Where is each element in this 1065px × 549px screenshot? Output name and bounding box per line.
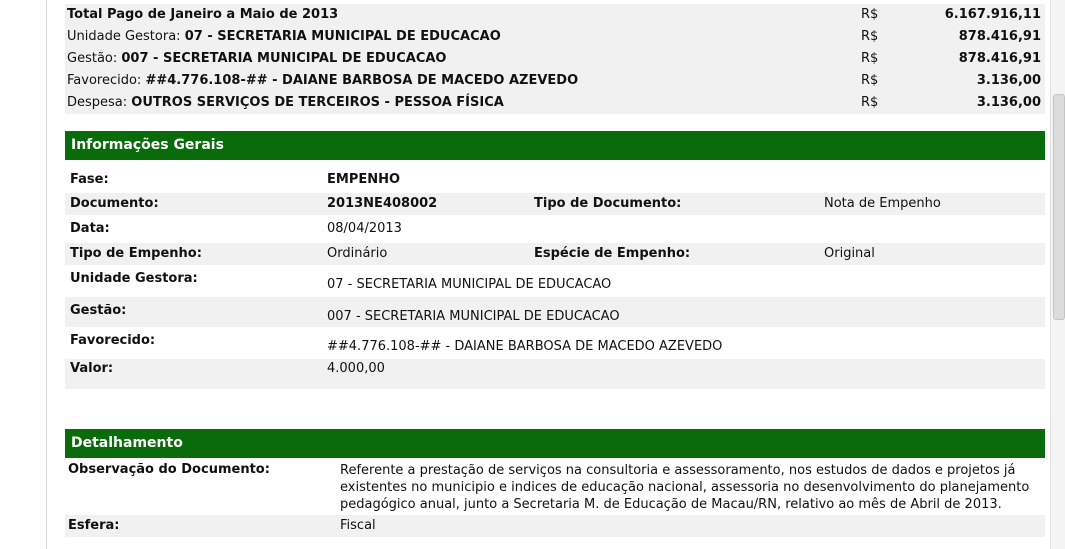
currency-symbol: R$: [861, 73, 879, 88]
data-value: 08/04/2013: [327, 221, 402, 236]
currency-symbol: R$: [861, 7, 879, 22]
detalhamento-grid: [65, 462, 1045, 537]
esfera-label: Esfera:: [68, 518, 120, 533]
summary-amount: 3.136,00: [976, 95, 1041, 110]
detalhamento-row-observacao: [65, 462, 1045, 515]
detalhamento-section-header: Detalhamento: [65, 429, 1045, 458]
summary-total-label: Total Pago de Janeiro a Maio de 2013: [67, 7, 339, 22]
currency-symbol: R$: [861, 29, 879, 44]
summary-row: [65, 48, 1045, 70]
info-row-gestao: [65, 297, 1045, 327]
favorecido-label: Favorecido:: [70, 333, 156, 348]
info-row-data: [65, 215, 1045, 243]
valor-label: Valor:: [70, 361, 114, 376]
valor-value: 4.000,00: [327, 361, 385, 376]
summary-amount: 878.416,91: [958, 29, 1041, 44]
gestao-label: Gestão:: [70, 303, 127, 318]
summary-total-row: [65, 4, 1045, 26]
summary-value: 007 - SECRETARIA MUNICIPAL DE EDUCACAO: [121, 51, 447, 66]
documento-label: Documento:: [70, 196, 159, 211]
especie-empenho-value: Original: [824, 246, 875, 261]
summary-value: ##4.776.108-## - DAIANE BARBOSA DE MACEDO AZEVEDO: [145, 73, 579, 88]
info-row-favorecido: [65, 327, 1045, 359]
vertical-scrollbar[interactable]: [1050, 0, 1065, 549]
observacao-value: Referente a prestação de serviços na consultoria e assessoramento, nos estudos de dados e projetos já existentes no municipio e indices de educação nacional, assessoria no desenvolvimento do planejamento pedagógico anual, junto a Secretaria M. de Educação de Macau/RN, relativo ao mês de Abril de 2013.: [340, 463, 1030, 512]
tipo-documento-value: Nota de Empenho: [824, 196, 941, 211]
summary-amount: 3.136,00: [976, 73, 1041, 88]
especie-empenho-label: Espécie de Empenho:: [534, 246, 691, 261]
summary-row: [65, 26, 1045, 48]
favorecido-value: ##4.776.108-## - DAIANE BARBOSA DE MACEDO AZEVEDO: [327, 339, 723, 354]
summary-value: 07 - SECRETARIA MUNICIPAL DE EDUCACAO: [184, 29, 501, 44]
scrollbar-thumb[interactable]: [1053, 94, 1065, 320]
payment-summary: [65, 4, 1045, 114]
tipo-empenho-label: Tipo de Empenho:: [70, 246, 202, 261]
summary-key: Favorecido:: [67, 73, 142, 88]
currency-symbol: R$: [861, 95, 879, 110]
summary-key: Gestão:: [67, 51, 118, 66]
info-section-header: Informações Gerais: [65, 131, 1045, 160]
summary-row: [65, 70, 1045, 92]
unidade-gestora-value: 07 - SECRETARIA MUNICIPAL DE EDUCACAO: [327, 277, 612, 292]
currency-symbol: R$: [861, 51, 879, 66]
detalhamento-row-esfera: [65, 515, 1045, 537]
info-row-fase: [65, 168, 1045, 193]
tipo-documento-label: Tipo de Documento:: [534, 196, 682, 211]
summary-amount: 878.416,91: [958, 51, 1041, 66]
gestao-value: 007 - SECRETARIA MUNICIPAL DE EDUCACAO: [327, 309, 620, 324]
info-row-unidade-gestora: [65, 265, 1045, 297]
info-row-tipo-empenho: [65, 243, 1045, 265]
summary-value: OUTROS SERVIÇOS DE TERCEIROS - PESSOA FÍSICA: [131, 95, 504, 110]
unidade-gestora-label: Unidade Gestora:: [70, 271, 198, 286]
esfera-value: Fiscal: [340, 518, 376, 533]
fase-label: Fase:: [70, 172, 109, 187]
fase-value: EMPENHO: [327, 172, 401, 187]
data-label: Data:: [70, 221, 110, 236]
info-row-valor: [65, 359, 1045, 389]
summary-key: Unidade Gestora:: [67, 29, 181, 44]
tipo-empenho-value: Ordinário: [327, 246, 388, 261]
observacao-label: Observação do Documento:: [68, 462, 270, 477]
page-content: [46, 0, 1051, 549]
summary-key: Despesa:: [67, 95, 128, 110]
summary-total-value: 6.167.916,11: [944, 7, 1041, 22]
summary-row: [65, 92, 1045, 114]
info-grid: [65, 168, 1045, 389]
info-row-documento: [65, 193, 1045, 215]
documento-value: 2013NE408002: [327, 196, 438, 211]
